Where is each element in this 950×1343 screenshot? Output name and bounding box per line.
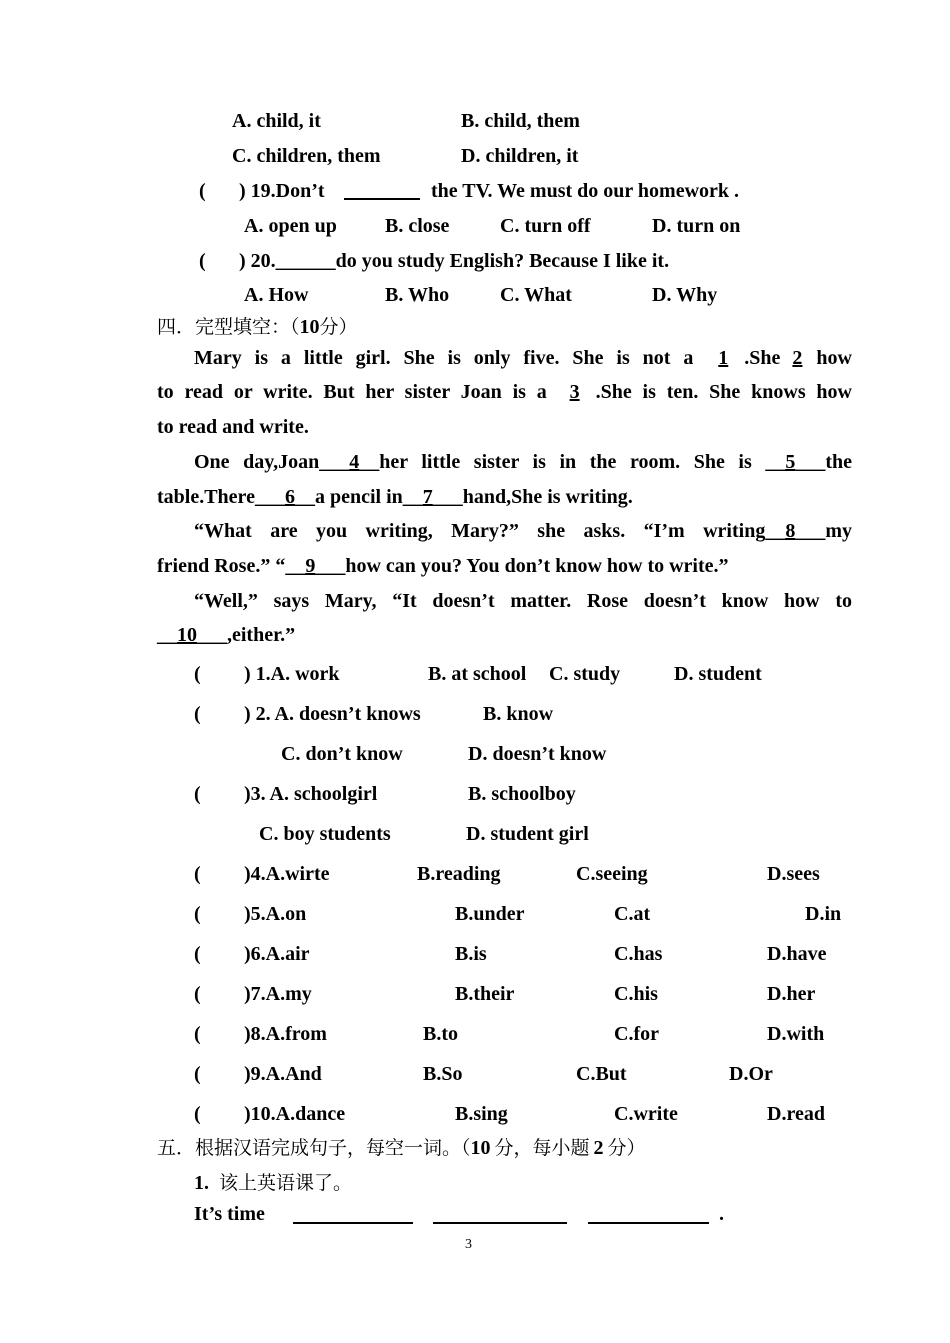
q20-option-d: D. Why	[652, 284, 718, 306]
answer-paren[interactable]: (	[194, 943, 201, 965]
q18-option-c: C. children, them	[232, 145, 381, 167]
q20-stem: ) 20.______do you study English? Because I like it.	[239, 250, 670, 272]
page-number: 3	[465, 1237, 472, 1252]
blank-10: 10	[177, 624, 197, 646]
s5-q1-blank-2[interactable]	[433, 1222, 567, 1224]
q19-answer-blank[interactable]	[344, 198, 420, 200]
passage-line-8: “Well,” says Mary, “It doesn’t matter. Rose doesn’t know how to	[194, 590, 852, 612]
s5-q1-chinese: 该上英语课了。	[219, 1172, 353, 1194]
blank-7: 7	[422, 486, 433, 508]
s5-q1-stem: It’s time	[194, 1203, 265, 1225]
s5-q1-blank-1[interactable]	[293, 1222, 413, 1224]
q20-option-c: C. What	[500, 284, 572, 306]
answer-paren[interactable]: (	[194, 1023, 201, 1045]
answer-paren[interactable]: (	[194, 703, 201, 725]
passage-line-3: to read and write.	[157, 416, 309, 438]
s5-q1-number: 1.	[194, 1172, 209, 1194]
s5-q1-blank-3[interactable]	[588, 1222, 709, 1224]
q19-stem: the TV. We must do our homework .	[431, 180, 740, 202]
q19-option-b: B. close	[385, 215, 450, 237]
section-4-title-end: 分）	[319, 316, 358, 338]
blank-5: 5	[785, 451, 796, 473]
q20-paren: (	[199, 250, 206, 272]
answer-paren[interactable]: (	[194, 903, 201, 925]
q19-paren: (	[199, 180, 206, 202]
q19-option-a: A. open up	[244, 215, 337, 237]
s5-q1-prompt	[194, 1168, 352, 1195]
blank-6: 6	[284, 486, 295, 508]
q20-option-b: B. Who	[385, 284, 450, 306]
blank-1: 1	[718, 347, 729, 369]
answer-paren[interactable]: (	[194, 1063, 201, 1085]
s5-q1-period: .	[719, 1203, 724, 1225]
blank-2: 2	[792, 347, 803, 369]
section-4-title: 四．完型填空：（	[157, 316, 300, 338]
passage-line-2: to read or write. But her sister Joan is a 3 .She is ten. She knows how	[157, 381, 852, 403]
q18-option-b: B. child, them	[461, 110, 580, 132]
answer-paren[interactable]: (	[194, 863, 201, 885]
q19-option-c: C. turn off	[500, 215, 591, 237]
passage-line-7: friend Rose.” “__9___how can you? You don’t know how to write.”	[157, 555, 729, 577]
answer-paren[interactable]: (	[194, 783, 201, 805]
blank-8: 8	[785, 520, 796, 542]
passage-line-5: table.There___6__a pencil in__7___hand,She is writing.	[157, 486, 633, 508]
answer-paren[interactable]: (	[194, 1103, 201, 1125]
blank-4: 4	[349, 451, 360, 473]
blank-3: 3	[569, 381, 580, 403]
q19-number: ) 19.Don’t	[239, 180, 325, 202]
passage-line-6: “What are you writing, Mary?” she asks. “I’m writing__8___my	[194, 520, 852, 542]
passage-line-1: Mary is a little girl. She is only five. She is not a 1 .She 2 how	[194, 347, 852, 369]
q18-option-a: A. child, it	[232, 110, 321, 132]
answer-paren[interactable]: (	[194, 983, 201, 1005]
section-4-heading	[157, 312, 358, 339]
q18-option-d: D. children, it	[461, 145, 579, 167]
blank-9: 9	[305, 555, 316, 577]
passage-line-9: __10___,either.”	[157, 624, 296, 646]
answer-paren[interactable]: (	[194, 663, 201, 685]
q20-option-a: A. How	[244, 284, 309, 306]
q19-option-d: D. turn on	[652, 215, 741, 237]
passage-line-4: One day,Joan___4__her little sister is in the room. She is __5___the	[194, 451, 852, 473]
section-4-score: 10	[299, 316, 320, 338]
section-5-heading: 五．根据汉语完成句子，每空一词。（10 分，每小题 2 分）	[157, 1137, 646, 1159]
